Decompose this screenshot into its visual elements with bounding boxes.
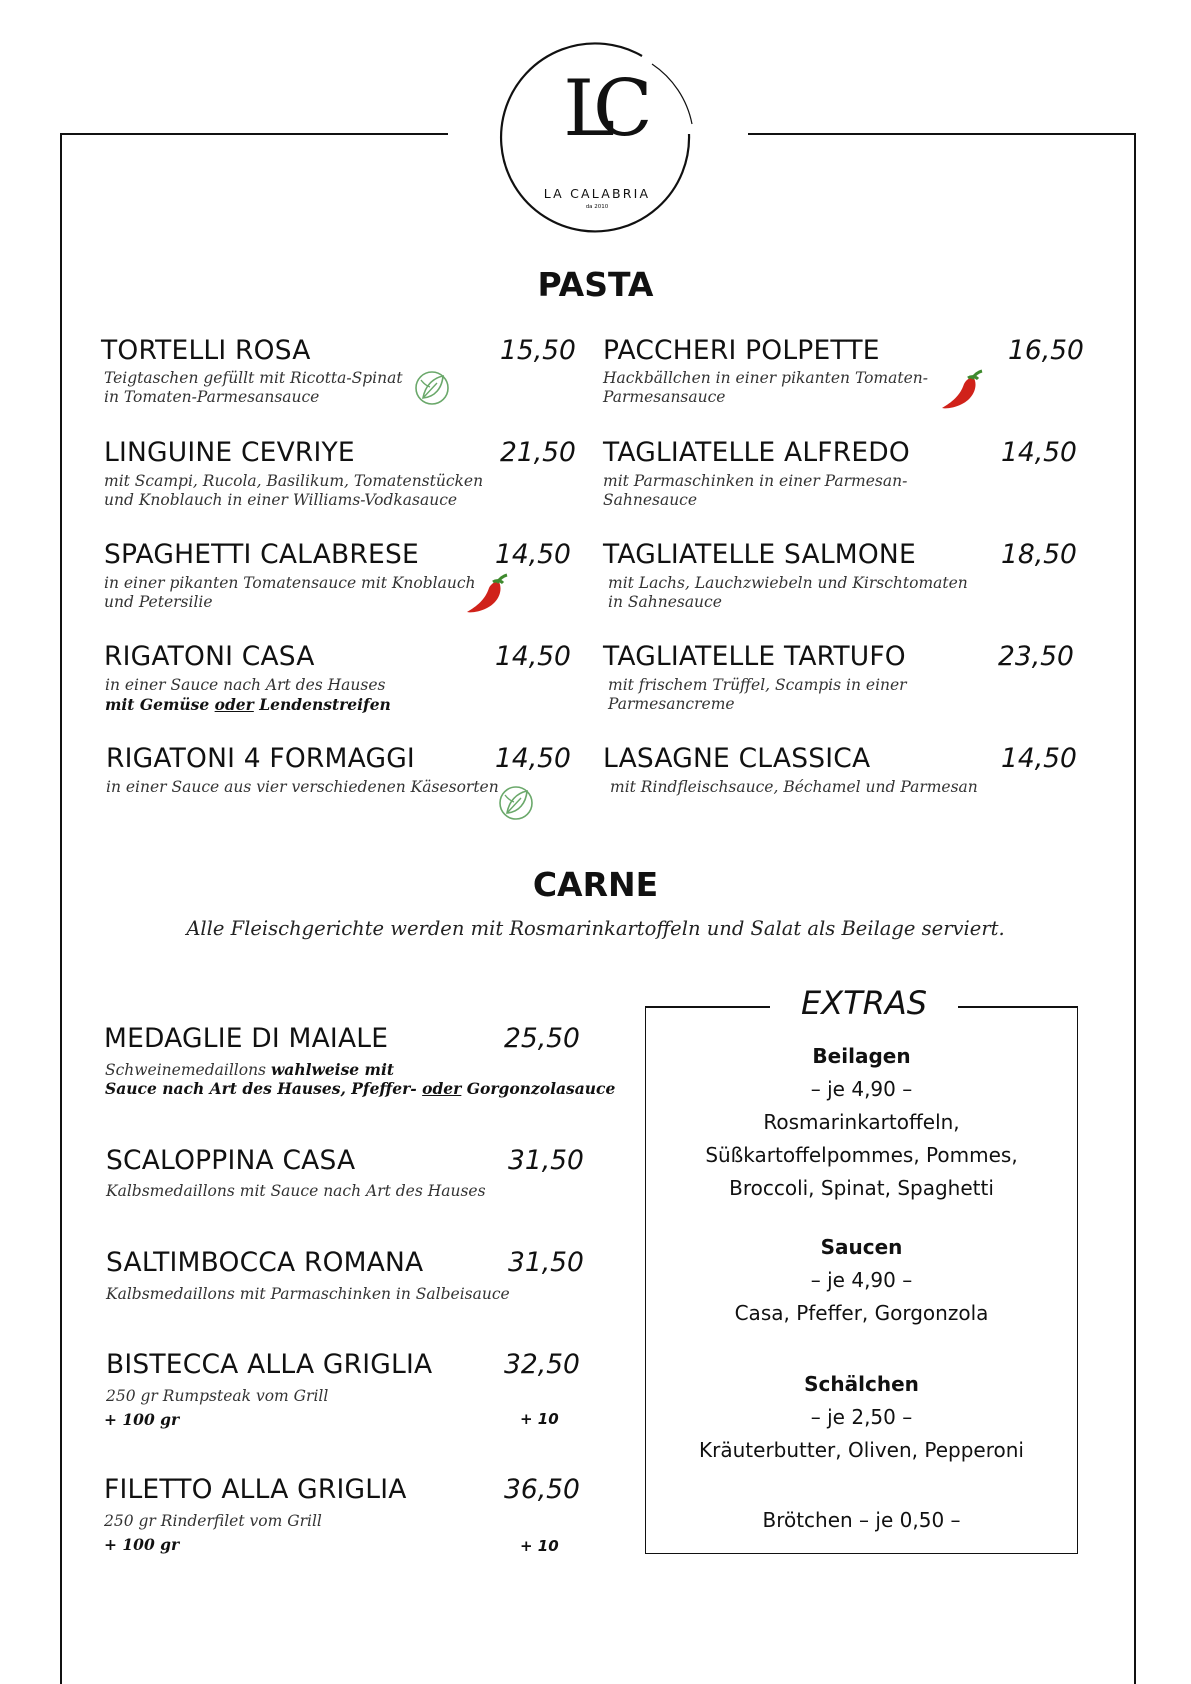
dish-name: RIGATONI CASA xyxy=(104,641,315,672)
dish-description: mit Parmaschinken in einer Parmesan- xyxy=(603,472,908,490)
pasta-title: PASTA xyxy=(537,265,654,304)
dish-description: Hackbällchen in einer pikanten Tomaten- xyxy=(603,369,928,387)
dish-description: Teigtaschen gefüllt mit Ricotta-Spinat xyxy=(104,369,403,387)
vegetarian-leaf-icon xyxy=(497,783,535,823)
beilagen-title: Beilagen xyxy=(812,1044,911,1068)
dish-description: Parmesansauce xyxy=(603,388,726,406)
dish-name: FILETTO ALLA GRIGLIA xyxy=(104,1474,407,1505)
dish-description: + 100 gr xyxy=(104,1535,180,1554)
saucen-title: Saucen xyxy=(820,1235,903,1259)
dish-price: 14,50 xyxy=(1001,743,1077,774)
chili-pepper-icon xyxy=(938,368,986,412)
dish-description: und Petersilie xyxy=(104,593,213,611)
dish-description: mit Rindfleischsauce, Béchamel und Parmesan xyxy=(610,778,978,796)
dish-description: in einer Sauce aus vier verschiedenen Käsesorten xyxy=(106,778,499,796)
extras-title: EXTRAS xyxy=(800,984,928,1022)
dish-name: MEDAGLIE DI MAIALE xyxy=(104,1023,389,1054)
dish-description: und Knoblauch in einer Williams-Vodkasauce xyxy=(104,491,458,509)
dish-description: Kalbsmedaillons mit Sauce nach Art des Hauses xyxy=(106,1182,486,1200)
vegetarian-leaf-icon xyxy=(413,368,451,408)
dish-description: mit Scampi, Rucola, Basilikum, Tomatenstücken xyxy=(104,472,484,490)
beilagen-line: Broccoli, Spinat, Spaghetti xyxy=(729,1176,994,1200)
carne-title: CARNE xyxy=(532,865,659,904)
dish-price: 31,50 xyxy=(508,1247,584,1278)
dish-name: BISTECCA ALLA GRIGLIA xyxy=(106,1349,433,1380)
dish-name: SCALOPPINA CASA xyxy=(106,1145,356,1176)
schaelchen-line: Kräuterbutter, Oliven, Pepperoni xyxy=(699,1438,1024,1462)
beilagen-line: Süßkartoffelpommes, Pommes, xyxy=(705,1143,1018,1167)
dish-name: TAGLIATELLE TARTUFO xyxy=(603,641,906,672)
dish-price: 36,50 xyxy=(504,1474,580,1505)
dish-name: TORTELLI ROSA xyxy=(101,335,311,366)
dish-description: in Tomaten-Parmesansauce xyxy=(104,388,320,406)
dish-description: 250 gr Rumpsteak vom Grill xyxy=(106,1387,329,1405)
dish-price: 18,50 xyxy=(1001,539,1077,570)
desc-bold-text: mit Gemüse xyxy=(105,695,215,714)
dish-price: 31,50 xyxy=(508,1145,584,1176)
dish-description: 250 gr Rinderfilet vom Grill xyxy=(104,1512,322,1530)
dish-description: in Sahnesauce xyxy=(608,593,722,611)
dish-price: 32,50 xyxy=(504,1349,580,1380)
dish-name: TAGLIATELLE ALFREDO xyxy=(603,437,910,468)
dish-price: 16,50 xyxy=(1008,335,1084,366)
desc-text: Schweinemedaillons xyxy=(105,1061,271,1079)
dish-description: mit Lachs, Lauchzwiebeln und Kirschtomaten xyxy=(608,574,968,592)
surcharge-label: + 10 xyxy=(520,1410,559,1428)
dish-description xyxy=(105,695,391,715)
extras-box-top-right-line xyxy=(958,1006,1078,1008)
schaelchen-price: – je 2,50 – xyxy=(810,1405,913,1429)
frame-right-line xyxy=(1134,133,1136,1684)
schaelchen-title: Schälchen xyxy=(804,1372,919,1396)
logo-monogram: LC xyxy=(563,64,631,154)
logo-name: LA CALABRIA xyxy=(543,186,651,201)
dish-price: 14,50 xyxy=(1001,437,1077,468)
dish-price: 14,50 xyxy=(495,641,571,672)
frame-top-right-line xyxy=(748,133,1135,135)
dish-description xyxy=(105,1060,394,1080)
dish-name: PACCHERI POLPETTE xyxy=(603,335,880,366)
dish-description xyxy=(105,1079,615,1099)
dish-price: 21,50 xyxy=(500,437,576,468)
surcharge-label: + 10 xyxy=(520,1537,559,1555)
dish-description: in einer pikanten Tomatensauce mit Knoblauch xyxy=(104,574,476,592)
desc-bold-text: wahlweise mit xyxy=(270,1060,395,1079)
frame-left-line xyxy=(60,133,62,1684)
extras-box-top-left-line xyxy=(645,1006,770,1008)
dish-name: SPAGHETTI CALABRESE xyxy=(104,539,419,570)
dish-name: RIGATONI 4 FORMAGGI xyxy=(106,743,415,774)
desc-bold-text: Gorgonzolasauce xyxy=(461,1079,616,1098)
desc-bold-text: Lendenstreifen xyxy=(253,695,391,714)
frame-top-left-line xyxy=(60,133,448,135)
dish-name: LASAGNE CLASSICA xyxy=(603,743,871,774)
dish-price: 14,50 xyxy=(495,743,571,774)
restaurant-logo xyxy=(492,38,702,238)
beilagen-line: Rosmarinkartoffeln, xyxy=(763,1110,960,1134)
dish-description: Kalbsmedaillons mit Parmaschinken in Salbeisauce xyxy=(106,1285,510,1303)
dish-price: 14,50 xyxy=(495,539,571,570)
dish-description: Parmesancreme xyxy=(608,695,735,713)
broetchen-line: Brötchen – je 0,50 – xyxy=(762,1508,961,1532)
desc-underlined-text: oder xyxy=(214,695,254,714)
dish-description: + 100 gr xyxy=(104,1410,180,1429)
dish-name: SALTIMBOCCA ROMANA xyxy=(106,1247,424,1278)
beilagen-price: – je 4,90 – xyxy=(810,1077,913,1101)
dish-description: in einer Sauce nach Art des Hauses xyxy=(105,676,386,694)
saucen-price: – je 4,90 – xyxy=(810,1268,913,1292)
dish-name: LINGUINE CEVRIYE xyxy=(104,437,355,468)
dish-description: Sahnesauce xyxy=(603,491,698,509)
chili-pepper-icon xyxy=(463,572,511,616)
dish-price: 23,50 xyxy=(998,641,1074,672)
dish-description: mit frischem Trüffel, Scampis in einer xyxy=(608,676,907,694)
dish-name: TAGLIATELLE SALMONE xyxy=(603,539,916,570)
carne-subtitle: Alle Fleischgerichte werden mit Rosmarinkartoffeln und Salat als Beilage serviert. xyxy=(186,917,1005,940)
logo-since: da 2010 xyxy=(585,204,609,210)
dish-price: 25,50 xyxy=(504,1023,580,1054)
dish-price: 15,50 xyxy=(500,335,576,366)
desc-underlined-text: oder xyxy=(422,1079,462,1098)
saucen-line: Casa, Pfeffer, Gorgonzola xyxy=(734,1301,989,1325)
desc-bold-text: Sauce nach Art des Hauses, Pfeffer- xyxy=(105,1079,423,1098)
